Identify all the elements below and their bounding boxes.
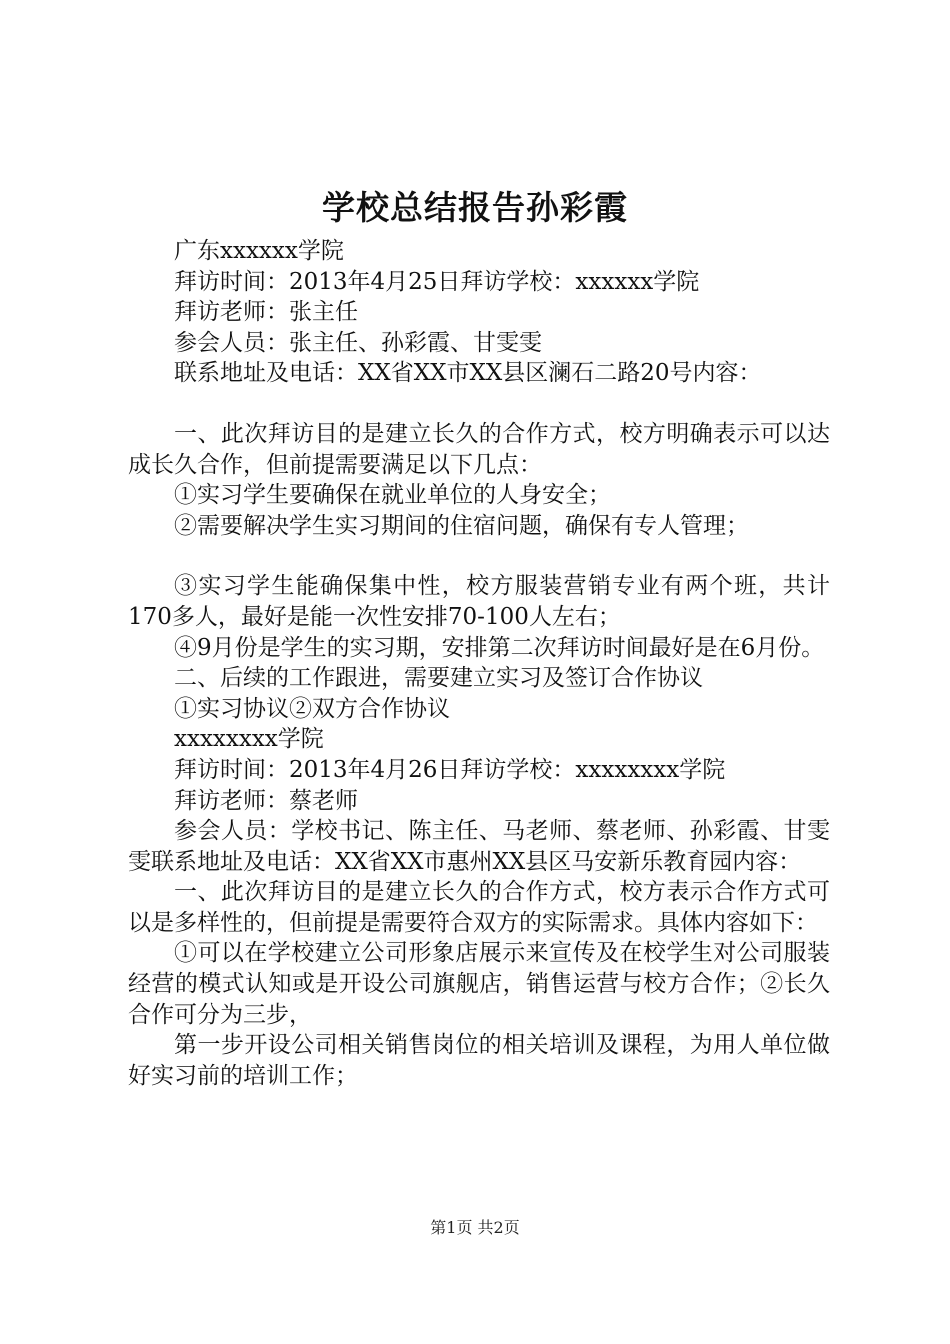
visit-time-1: 拜访时间：2013年4月25日拜访学校：xxxxxx学院 [174, 268, 700, 295]
list-item-1: ①实习学生要确保在就业单位的人身安全； [174, 482, 611, 509]
list-item-3: ③实习学生能确保集中性，校方服装营销专业有两个班，共计170多人，最好是能一次性安排70-100人左右； [128, 573, 830, 630]
attendees-2: 参会人员：学校书记、陈主任、马老师、蔡老师、孙彩霞、甘雯雯联系地址及电话：XX省XX市惠州XX县区马安新乐教育园内容： [128, 818, 830, 875]
purpose-paragraph-1: 一、此次拜访目的是建立长久的合作方式，校方明确表示可以达成长久合作，但前提需要满足以下几点： [128, 420, 830, 478]
list-item-2: ②需要解决学生实习期间的住宿问题，确保有专人管理； [174, 512, 749, 539]
contact-address-1: 联系地址及电话：XX省XX市XX县区澜石二路20号内容： [174, 360, 762, 387]
page-number: 第1页 共2页 [430, 1218, 520, 1237]
follow-up-heading: 二、后续的工作跟进，需要建立实习及签订合作协议 [174, 665, 703, 692]
page-title: 学校总结报告孙彩霞 [322, 188, 628, 227]
list-item-4: ④9月份是学生的实习期，安排第二次拜访时间最好是在6月份。 [174, 634, 825, 661]
visit-time-2: 拜访时间：2013年4月26日拜访学校：xxxxxxxx学院 [174, 756, 726, 783]
purpose-paragraph-2: 一、此次拜访目的是建立长久的合作方式，校方表示合作方式可以是多样性的，但前提是需要符合双方的实际需求。具体内容如下： [128, 879, 830, 936]
cooperation-paragraph: ①可以在学校建立公司形象店展示来宣传及在校学生对公司服装经营的模式认知或是开设公司旗舰店，销售运营与校方合作；②长久合作可分为三步， [128, 940, 830, 1028]
document-body [128, 236, 830, 1091]
visit-teacher-2: 拜访老师：蔡老师 [174, 787, 358, 814]
agreements-line: ①实习协议②双方合作协议 [174, 695, 450, 722]
attendees-1: 参会人员：张主任、孙彩霞、甘雯雯 [174, 329, 542, 356]
school-name-1: 广东xxxxxx学院 [174, 238, 344, 264]
visit-teacher-1: 拜访老师：张主任 [174, 299, 358, 326]
school-name-2: xxxxxxxx学院 [174, 726, 324, 753]
step-one-paragraph: 第一步开设公司相关销售岗位的相关培训及课程，为用人单位做好实习前的培训工作； [128, 1032, 830, 1089]
